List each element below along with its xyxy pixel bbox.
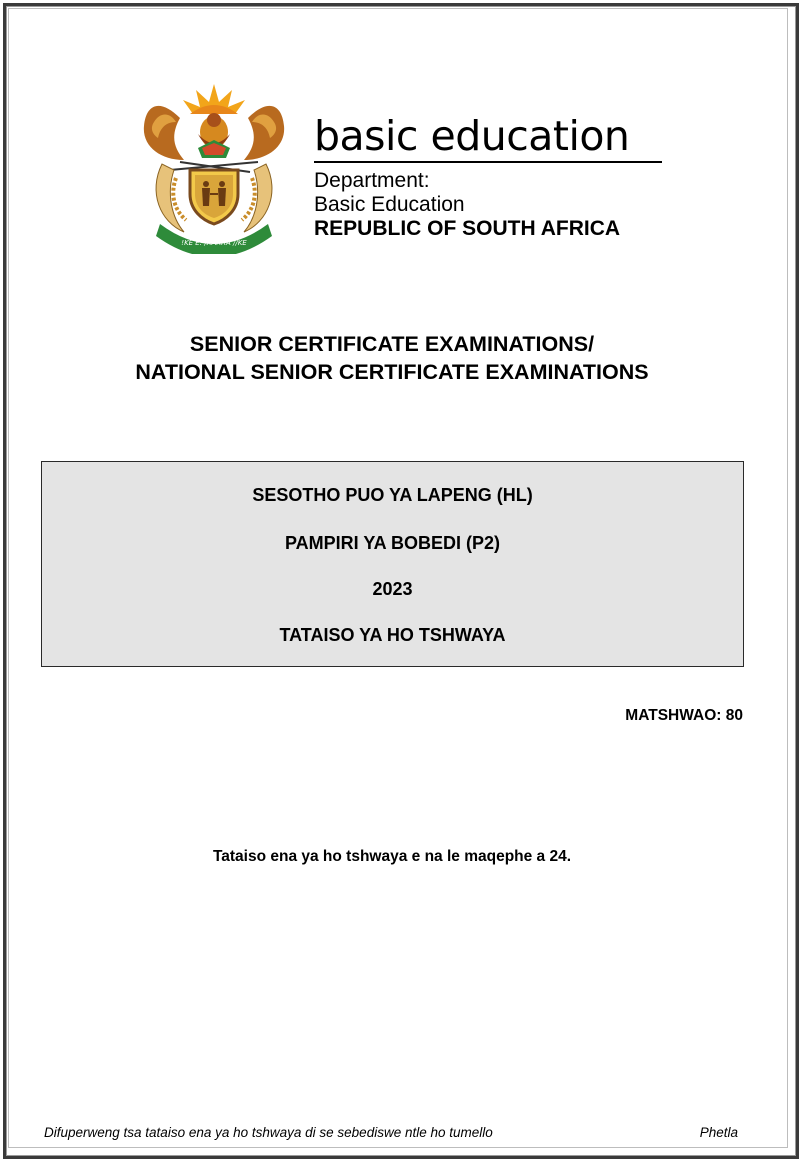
document-type: TATAISO YA HO TSHWAYA [279, 625, 506, 645]
brand-title: basic education [314, 112, 630, 160]
subject-box [41, 461, 744, 667]
subject-title: SESOTHO PUO YA LAPENG (HL) [252, 485, 533, 505]
footer-copyright-note: Difuperweng tsa tataiso ena ya ho tshwaya di se sebediswe ntle ho tumello [44, 1125, 493, 1140]
department-name: Basic Education [314, 193, 465, 216]
paper-title: PAMPIRI YA BOBEDI (P2) [284, 533, 501, 553]
exam-heading-line2: NATIONAL SENIOR CERTIFICATE EXAMINATIONS [135, 360, 649, 384]
exam-heading [0, 330, 784, 386]
rising-sun [183, 84, 245, 114]
footer-turn-over: Phetla [699, 1125, 738, 1140]
exam-heading-line1: SENIOR CERTIFICATE EXAMINATIONS/ [189, 332, 595, 356]
page-count-note: Tataiso ena ya ho tshwaya e na le maqephe a 24. [212, 848, 572, 865]
brand-block [314, 110, 674, 241]
country-name: REPUBLIC OF SOUTH AFRICA [314, 217, 621, 240]
motto-text: !KE E: /XARRA //KE [181, 239, 247, 247]
south-africa-coat-of-arms-icon [140, 82, 288, 254]
total-marks: MATSHWAO: 80 [625, 707, 743, 724]
exam-year: 2023 [372, 579, 413, 599]
department-label: Department: [314, 169, 430, 192]
